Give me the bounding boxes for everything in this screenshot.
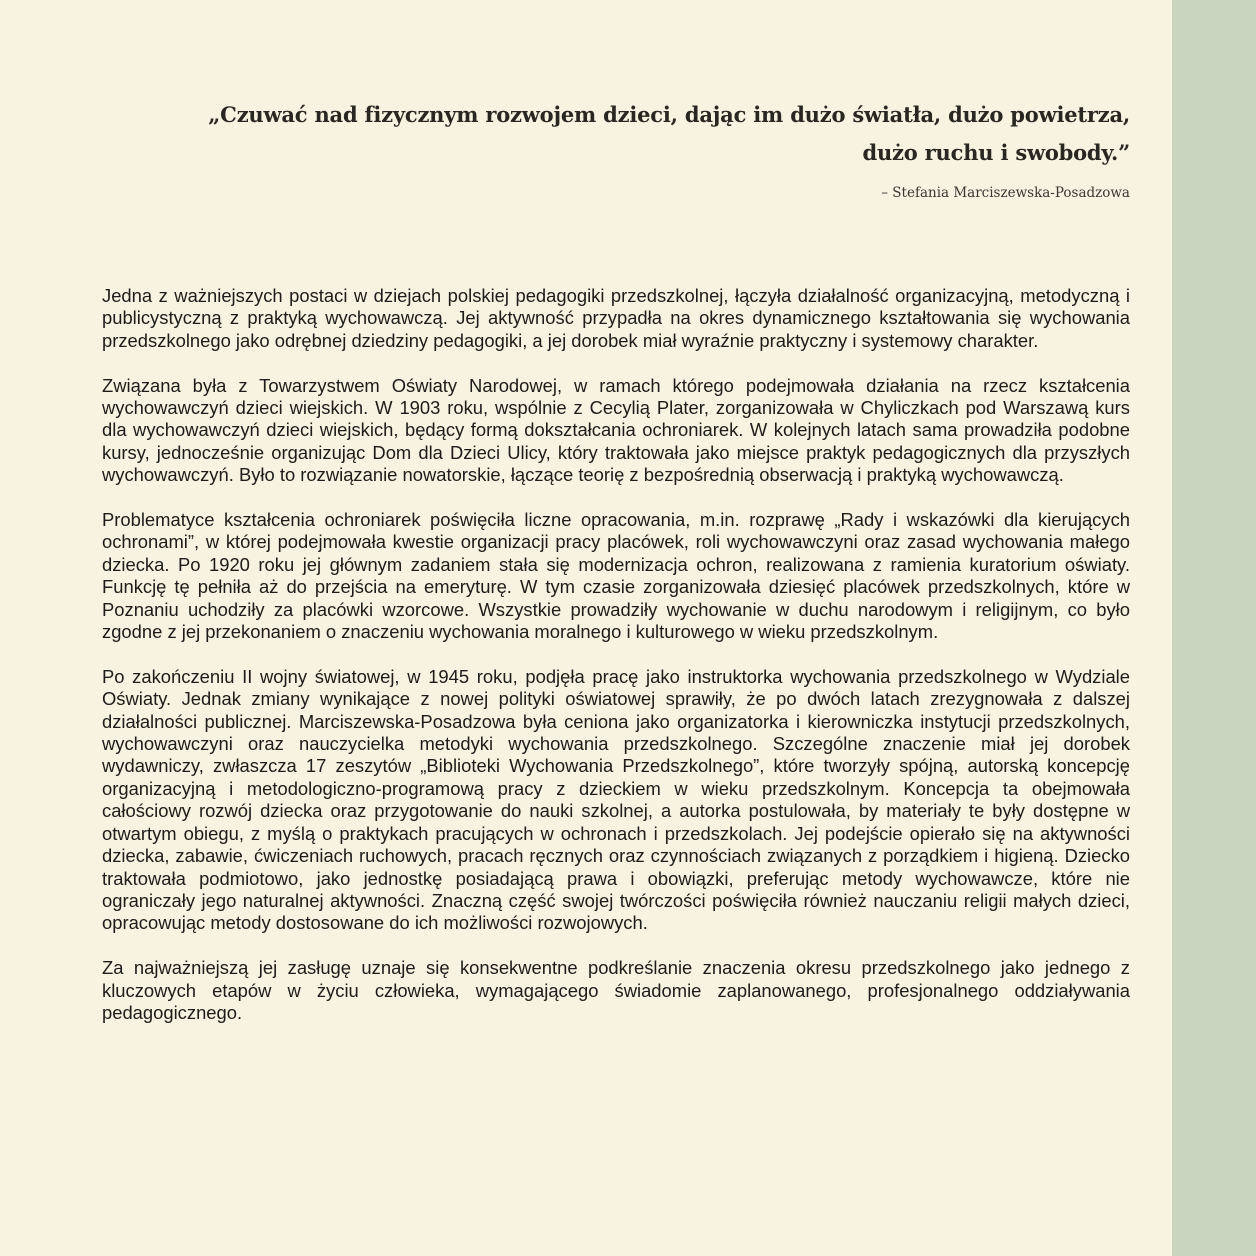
decorative-side-strip: [1172, 0, 1256, 1256]
paragraph-3: Problematyce kształcenia ochroniarek poświęciła liczne opracowania, m.in. rozprawę „Rady i wskazówki dla kierujących ochronami”, w której podejmowała kwestie organizacji pracy placówek, roli wychowawczyni oraz zasad wychowania małego dziecka. Po 1920 roku jej głównym zadaniem stała się modernizacja ochron, realizowana z ramienia kuratorium oświaty. Funkcję tę pełniła aż do przejścia na emeryturę. W tym czasie zorganizowała dziesięć placówek przedszkolnych, które w Poznaniu uchodziły za placówki wzorcowe. Wszystkie prowadziły wychowanie w duchu narodowym i religijnym, co było zgodne z jej przekonaniem o znaczeniu wychowania moralnego i kulturowego w wieku przedszkolnym.: [102, 509, 1130, 643]
paragraph-2: Związana była z Towarzystwem Oświaty Narodowej, w ramach którego podejmowała działania na rzecz kształcenia wychowawczyń dzieci wiejskich. W 1903 roku, wspólnie z Cecylią Plater, zorganizowała w Chyliczkach pod Warszawą kurs dla wychowawczyń dzieci wiejskich, będący formą dokształcania ochroniarek. W kolejnych latach sama prowadziła podobne kursy, jednocześnie organizując Dom dla Dzieci Ulicy, który traktowała jako miejsce praktyk pedagogicznych dla przyszłych wychowawczyń. Było to rozwiązanie nowatorskie, łączące teorię z bezpośrednią obserwacją i praktyką wychowawczą.: [102, 374, 1130, 486]
paragraph-1: Jedna z ważniejszych postaci w dziejach polskiej pedagogiki przedszkolnej, łączyła działalność organizacyjną, metodyczną i publicystyczną z praktyką wychowawczą. Jej aktywność przypadła na okres dynamicznego kształtowania się wychowania przedszkolnego jako odrębnej dziedziny pedagogiki, a jej dorobek miał wyraźnie praktyczny i systemowy charakter.: [102, 285, 1130, 351]
article-body: [102, 285, 1130, 1047]
paragraph-4: Po zakończeniu II wojny światowej, w 1945 roku, podjęła pracę jako instruktorka wychowania przedszkolnego w Wydziale Oświaty. Jednak zmiany wynikające z nowej polityki oświatowej sprawiły, że po dwóch latach zrezygnowała z dalszej działalności publicznej. Marciszewska-Posadzowa była ceniona jako organizatorka i kierowniczka instytucji przedszkolnych, wychowawczyni oraz nauczycielka metodyki wychowania przedszkolnego. Szczególne znaczenie miał jej dorobek wydawniczy, zwłaszcza 17 zeszytów „Biblioteki Wychowania Przedszkolnego”, które tworzyły spójną, autorską koncepcję organizacyjną i metodologiczno-programową pracy z dzieckiem w wieku przedszkolnym. Koncepcja ta obejmowała całościowy rozwój dziecka oraz przygotowanie do nauki szkolnej, a autorka postulowała, by materiały te były dostępne w otwartym obiegu, z myślą o praktykach pracujących w ochronach i przedszkolach. Jej podejście opierało się na aktywności dziecka, zabawie, ćwiczeniach ruchowych, pracach ręcznych oraz czynnościach związanych z porządkiem i higieną. Dziecko traktowała podmiotowo, jako jednostkę posiadającą prawa i obowiązki, preferując metody wychowawcze, które nie ograniczały jego naturalnej aktywności. Znaczną część swojej twórczości poświęciła również nauczaniu religii małych dzieci, opracowując metody dostosowane do ich możliwości rozwojowych.: [102, 665, 1130, 934]
epigraph-author: – Stefania Marciszewska-Posadzowa: [881, 185, 1130, 201]
paragraph-5: Za najważniejszą jej zasługę uznaje się konsekwentne podkreślanie znaczenia okresu przedszkolnego jako jednego z kluczowych etapów w życiu człowieka, wymagającego świadomie zaplanowanego, profesjonalnego oddziaływania pedagogicznego.: [102, 957, 1130, 1023]
epigraph-quote: „Czuwać nad fizycznym rozwojem dzieci, dając im dużo światła, dużo powietrza, dużo ruchu i swobody.”: [208, 102, 1130, 165]
